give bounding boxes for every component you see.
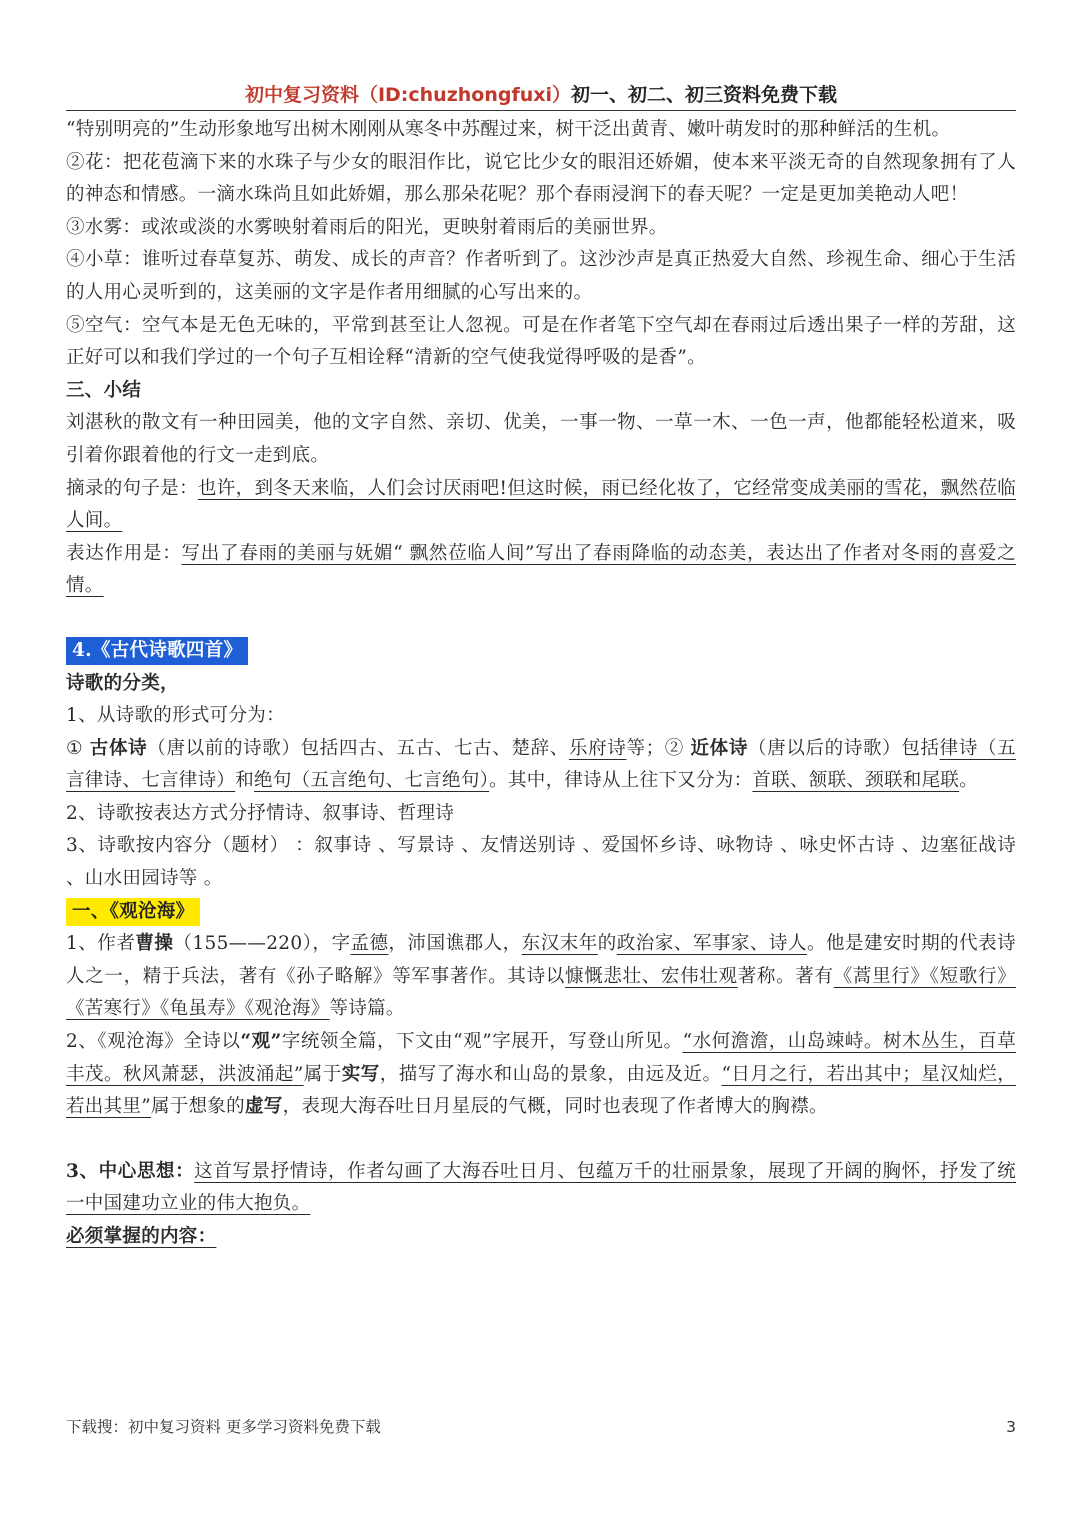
underlined-text: “水何澹澹，山岛竦峙。树木丛生，百草丰茂。秋风萧瑟，洪波涌起” xyxy=(66,1031,1016,1085)
classify-heading: 诗歌的分类， xyxy=(66,672,179,694)
paragraph: ②花：把花苞滴下来的水珠子与少女的眼泪作比，说它比少女的眼泪还娇媚，使本来平淡无奇的自然现象拥有了人的神态和情感。一滴水珠尚且如此娇媚，那么那朵花呢？那个春雨浸润下的春天呢？一定是更加美艳动人吧！ xyxy=(66,151,1016,206)
underlined-text: 《蒿里行》《短歌行》《苦寒行》《龟虽寿》《观沧海》 xyxy=(66,965,1016,1020)
center-idea-label: 3、中心思想： xyxy=(66,1160,195,1182)
text-run: ① xyxy=(66,737,90,759)
expression-types: 2、诗歌按表达方式分抒情诗、叙事诗、哲理诗 xyxy=(66,802,455,824)
excerpt-text: 也许，到冬天来临，人们会讨厌雨吧!但这时候，雨已经化妆了，它经常变成美丽的雪花，飘然莅临人间。 xyxy=(66,477,1016,532)
must-know-heading: 必须掌握的内容： xyxy=(66,1226,217,1247)
underlined-text: 慷慨悲壮、宏伟壮观 xyxy=(565,965,738,987)
poem-title: 一、《观沧海》 xyxy=(66,898,200,926)
paragraph: ⑤空气：空气本是无色无味的，平常到甚至让人忽视。可是在作者笔下空气却在春雨过后透出果子一样的芳甜，这正好可以和我们学过的一个句子互相诠释“清新的空气使我觉得呼吸的是香”。 xyxy=(66,314,1016,369)
underlined-text: 绝句（五言绝句、七言绝句） xyxy=(254,770,490,792)
footer-text: 下载搜：初中复习资料 更多学习资料免费下载 xyxy=(66,1418,381,1436)
author-paragraph xyxy=(66,928,1016,1026)
form-heading: 1、从诗歌的形式可分为： xyxy=(66,705,285,727)
spacer xyxy=(66,1124,1016,1156)
text-run: 字统领全篇，下文由“观”字展开，写登山所见。 xyxy=(281,1031,683,1053)
paragraph: ③水雾：或浓或淡的水雾映射着雨后的阳光，更映射着雨后的美丽世界。 xyxy=(66,216,668,238)
author-name: 曹操 xyxy=(135,933,174,955)
spacer xyxy=(66,603,1016,635)
text-run: ，沛国谯郡人， xyxy=(388,933,522,955)
center-idea-paragraph xyxy=(66,1156,1016,1221)
underlined-text: “日月之行，若出其中；星汉灿烂，若出其里” xyxy=(66,1063,1017,1118)
underlined-text: 首联、颔联、颈联和尾联 xyxy=(752,770,960,792)
page-footer xyxy=(66,1412,1016,1442)
bold-text: 虚写 xyxy=(244,1096,283,1118)
text-run: 属于想象的 xyxy=(150,1096,245,1118)
underlined-text: 政治家、军事家、诗人 xyxy=(616,933,807,955)
text-run: 。 xyxy=(959,770,978,792)
text-run: 等；② xyxy=(626,737,691,759)
text-run: 。他是建安时期的代表诗人之一，精于兵法，著有《孙子略解》等军事著作。其诗以 xyxy=(66,933,1016,987)
analysis-paragraph xyxy=(66,1026,1016,1124)
text-run: ，描写了海水和山岛的景象，由远及近。 xyxy=(379,1063,722,1085)
text-run: 的 xyxy=(597,933,617,955)
page-number: 3 xyxy=(1006,1418,1016,1436)
text-run: 1、作者 xyxy=(66,933,136,955)
text-run: ，表现大海吞吐日月星辰的气概，同时也表现了作者博大的胸襟。 xyxy=(282,1096,828,1118)
header-subtitle: 初一、初二、初三资料免费下载 xyxy=(571,84,838,106)
term-jintishi: 近体诗 xyxy=(690,737,748,759)
text-run: 属于 xyxy=(303,1063,342,1085)
effect-paragraph xyxy=(66,538,1016,603)
paragraph: ④小草：谁听过春草复苏、萌发、成长的声音？作者听到了。这沙沙声是真正热爱大自然、珍视生命、细心于生活的人用心灵听到的，这美丽的文字是作者用细腻的心写出来的。 xyxy=(66,249,1016,303)
excerpt-paragraph xyxy=(66,473,1016,538)
text-run: 2、《观沧海》全诗以 xyxy=(66,1031,241,1053)
underlined-text: 东汉末年 xyxy=(521,933,598,955)
text-run: 等诗篇。 xyxy=(329,998,405,1020)
text-run: （155——220），字 xyxy=(173,933,351,955)
bold-text: 实写 xyxy=(341,1063,380,1085)
section-title: 4.《古代诗歌四首》 xyxy=(66,637,248,665)
content-types: 3、诗歌按内容分（题材） ：叙事诗 、写景诗 、友情送别诗 、爱国怀乡诗、咏物诗 、咏史怀古诗 、边塞征战诗 、山水田园诗等 。 xyxy=(66,835,1016,890)
text-run: 。其中，律诗从上往下又分为： xyxy=(489,770,753,792)
document-body xyxy=(66,114,1016,1254)
paragraph: “特别明亮的”生动形象地写出树木刚刚从寒冬中苏醒过来，树干泛出黄青、嫩叶萌发时的那种鲜活的生机。 xyxy=(66,119,951,140)
underlined-text: 律诗（五言律诗、七言律诗） xyxy=(66,737,1016,792)
poem-title-row xyxy=(66,896,1016,929)
text-run: （唐以前的诗歌）包括四古、五古、七古、楚辞、 xyxy=(147,737,569,759)
underlined-text: 孟德 xyxy=(350,933,389,955)
effect-text: 写出了春雨的美丽与妩媚“ 飘然莅临人间”写出了春雨降临的动态美，表达出了作者对冬雨的喜爱之情。 xyxy=(66,542,1016,597)
text-run: 和 xyxy=(235,770,255,792)
summary-text: 刘湛秋的散文有一种田园美，他的文字自然、亲切、优美，一事一物、一草一木、一色一声，他都能轻松道来，吸引着你跟着他的行文一走到底。 xyxy=(66,412,1016,466)
header-title: 初中复习资料（ID:chuzhongfuxi） xyxy=(244,84,572,106)
term-gutishi: 古体诗 xyxy=(89,737,148,759)
underlined-text: 乐府诗 xyxy=(568,737,627,759)
center-idea-text: 这首写景抒情诗，作者勾画了大海吞吐日月、包蕴万千的壮丽景象，展现了开阔的胸怀，抒发了统一中国建功立业的伟大抱负。 xyxy=(66,1160,1016,1215)
text-run: （唐以后的诗歌）包括 xyxy=(748,737,940,759)
excerpt-label: 摘录的句子是： xyxy=(66,477,198,499)
bold-text: “观” xyxy=(240,1031,282,1053)
text-run: 著称。著有 xyxy=(737,965,834,987)
summary-heading: 三、小结 xyxy=(66,379,142,401)
section-title-row xyxy=(66,635,1016,668)
effect-label: 表达作用是： xyxy=(66,542,182,564)
form-paragraph xyxy=(66,733,1016,798)
must-know-row xyxy=(66,1221,1016,1254)
page-header xyxy=(66,80,1016,111)
